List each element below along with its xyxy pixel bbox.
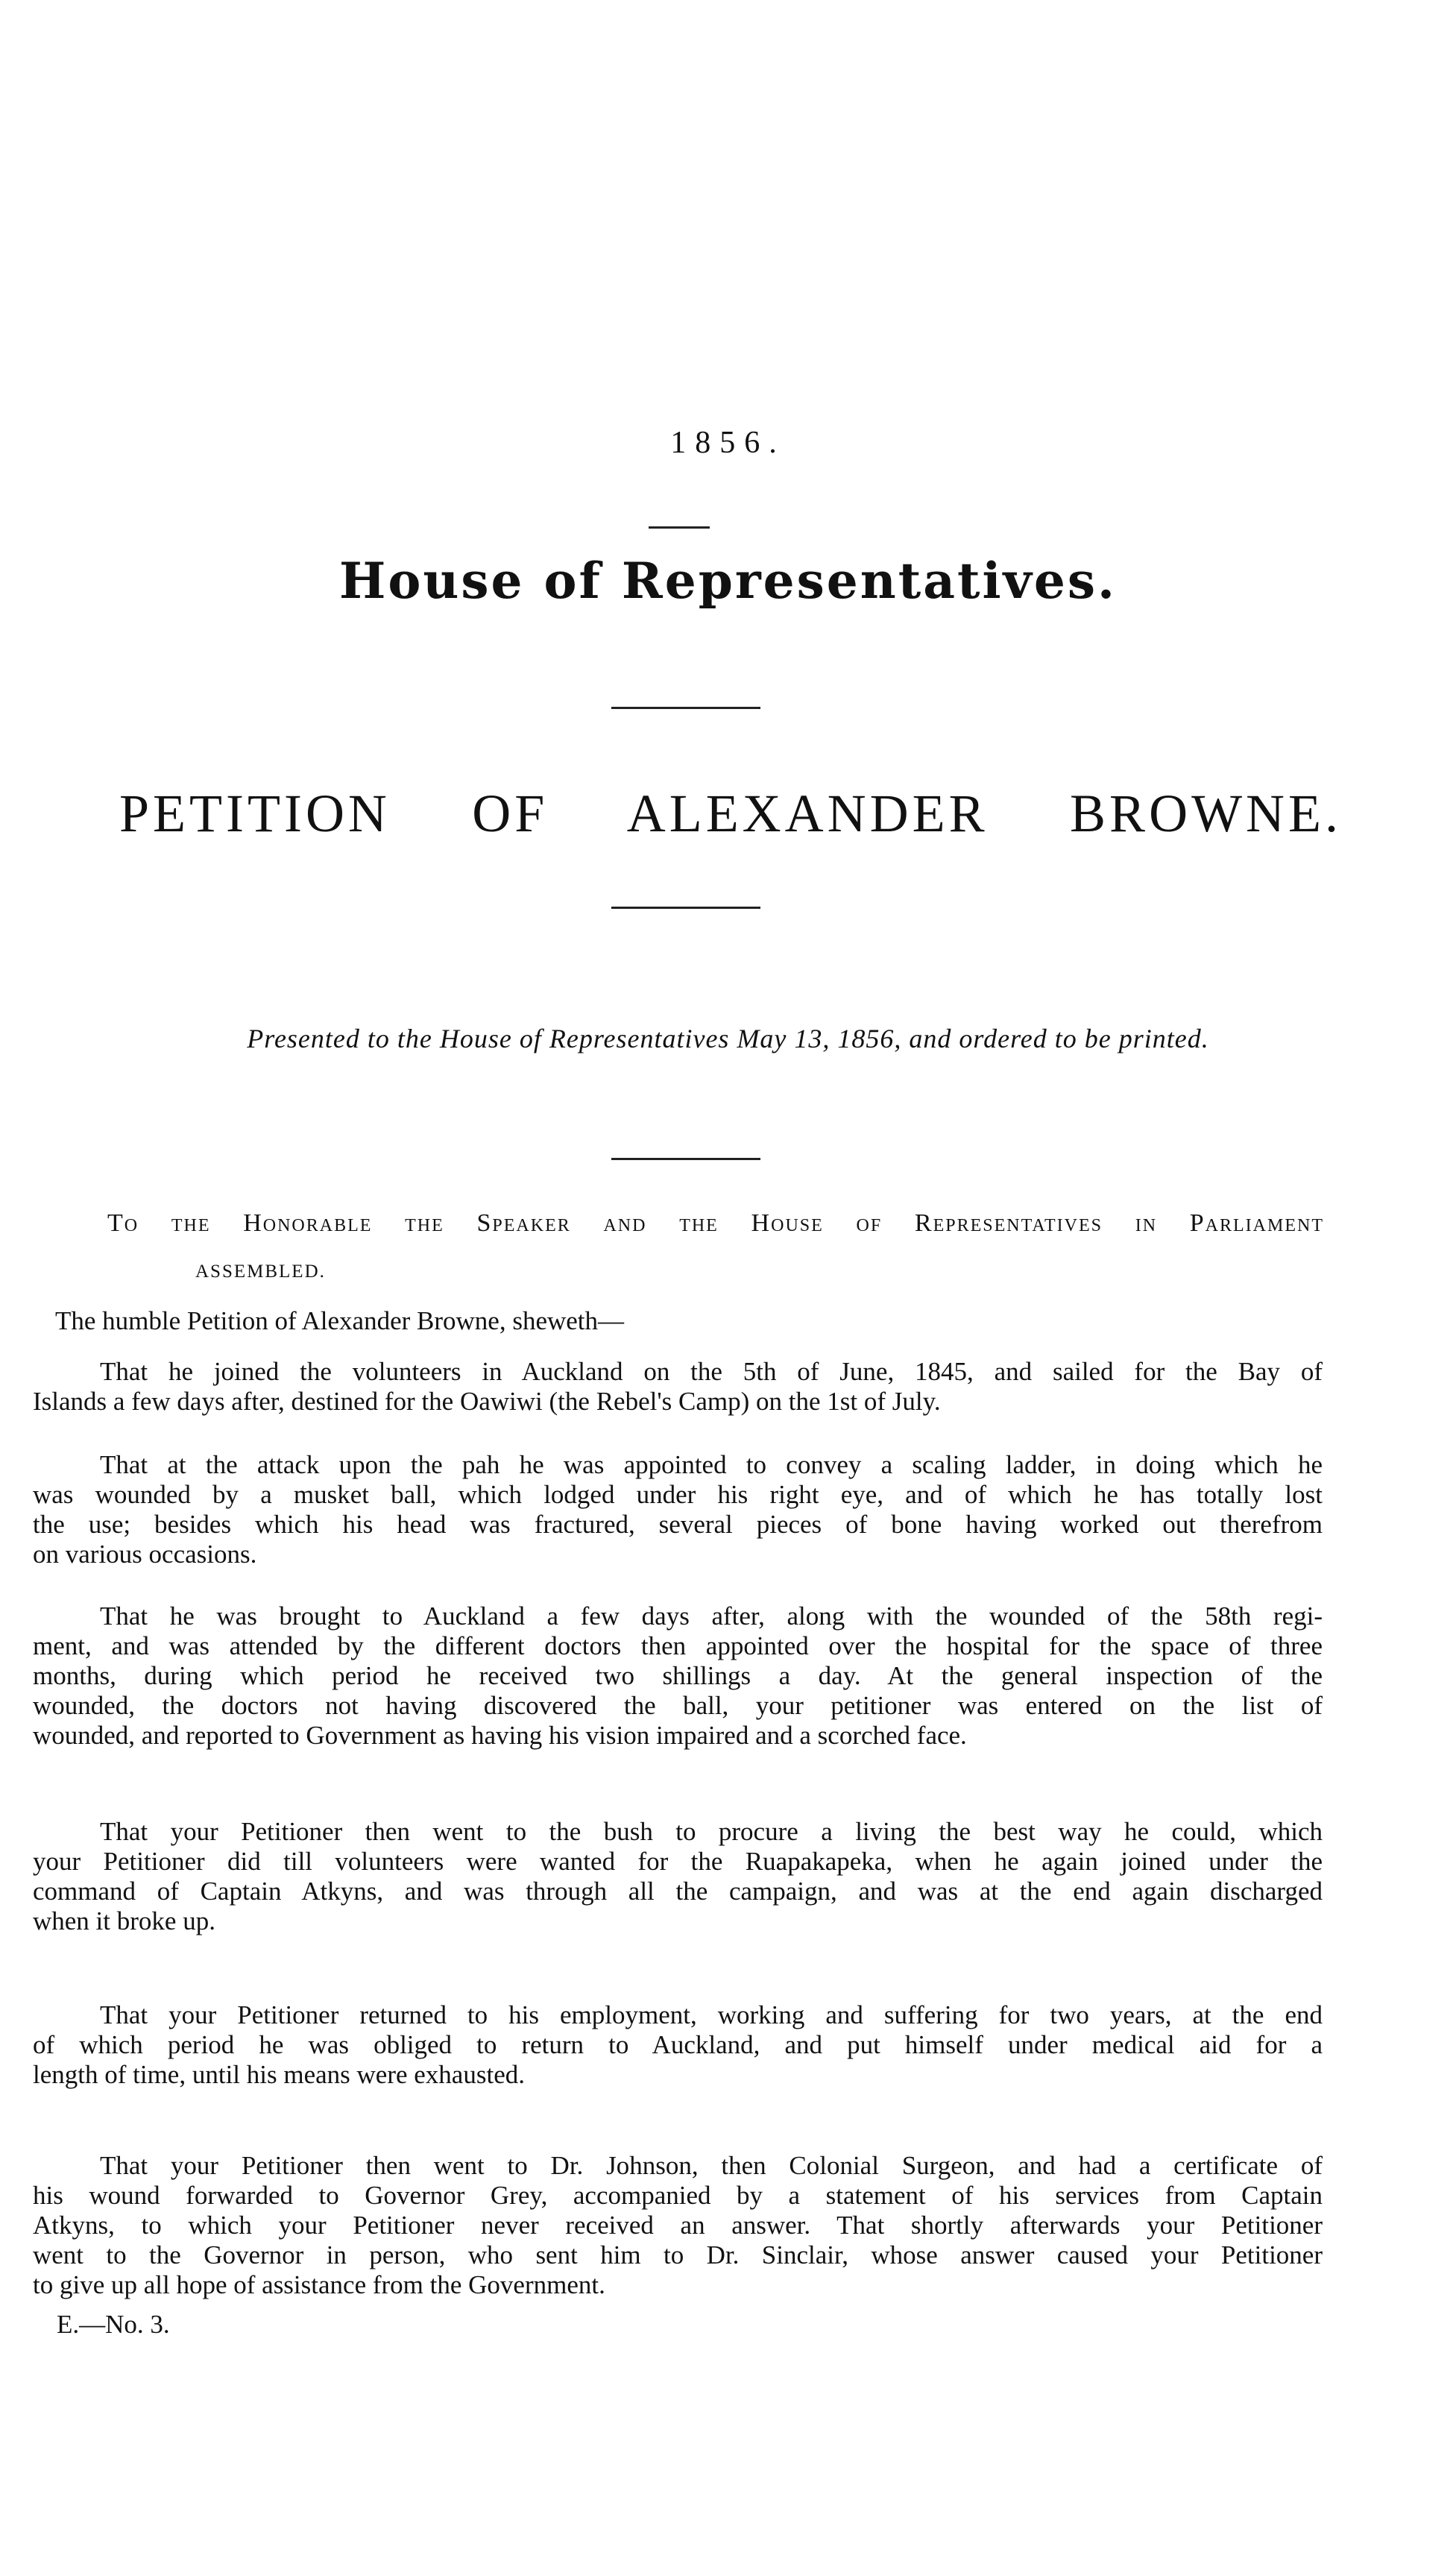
paragraph-line: That he was brought to Auckland a few days after, along with the wounded of the 58th regi- (100, 1601, 1323, 1631)
paragraph-line: of which period he was obliged to return to Auckland, and put himself under medical aid for a (33, 2030, 1323, 2059)
paragraph-line: wounded, and reported to Government as having his vision impaired and a scorched face. (33, 1721, 967, 1750)
paragraph-line: Islands a few days after, destined for the Oawiwi (the Rebel's Camp) on the 1st of July. (33, 1387, 941, 1416)
house-heading: House of Representatives. (338, 552, 1118, 610)
paragraph-line: the use; besides which his head was fractured, several pieces of bone having worked out therefrom (33, 1510, 1323, 1539)
paragraph-1 (33, 1357, 1323, 1417)
paragraph-line: was wounded by a musket ball, which lodged under his right eye, and of which he has totally lost (33, 1480, 1323, 1509)
intro-text: The humble Petition of Alexander Browne, sheweth— (55, 1306, 625, 1335)
paragraph-line: That your Petitioner then went to Dr. Johnson, then Colonial Surgeon, and had a certificate of (100, 2151, 1323, 2180)
paragraph-2 (33, 1450, 1323, 1569)
paragraph-line: Atkyns, to which your Petitioner never received an answer. That shortly afterwards your Petitioner (33, 2211, 1323, 2240)
paragraph-line: That he joined the volunteers in Auckland on the 5th of June, 1845, and sailed for the Bay of (100, 1357, 1323, 1386)
address-line: To the Honorable the Speaker and the House of Representatives in Parliament (107, 1209, 1324, 1237)
paragraph-5 (33, 2000, 1323, 2090)
paragraph-3 (33, 1601, 1323, 1751)
paragraph-line: That your Petitioner then went to the bush to procure a living the best way he could, which (100, 1817, 1323, 1846)
paragraph-line: ment, and was attended by the different doctors then appointed over the hospital for the space of three (33, 1631, 1323, 1660)
paragraph-line: his wound forwarded to Governor Grey, accompanied by a statement of his services from Captain (33, 2181, 1323, 2210)
paragraph-line: wounded, the doctors not having discovered the ball, your petitioner was entered on the list of (33, 1691, 1323, 1720)
presented-note: Presented to the House of Representatives May 13, 1856, and ordered to be printed. (247, 1024, 1209, 1053)
paragraph-line: command of Captain Atkyns, and was through all the campaign, and was at the end again discharged (33, 1877, 1323, 1906)
paragraph-line: months, during which period he received two shillings a day. At the general inspection of the (33, 1661, 1323, 1690)
paragraph-line: length of time, until his means were exhausted. (33, 2060, 525, 2089)
paragraph-line: went to the Governor in person, who sent him to Dr. Sinclair, whose answer caused your Petitioner (33, 2240, 1323, 2270)
document-title: PETITION OF ALEXANDER BROWNE. (119, 784, 1342, 843)
address-continuation: ASSEMBLED. (195, 1261, 326, 1282)
paragraph-line: That your Petitioner returned to his employment, working and suffering for two years, at the end (100, 2000, 1323, 2029)
year: 1856. (670, 426, 786, 460)
paragraph-line: your Petitioner did till volunteers were wanted for the Ruapakapeka, when he again joined under the (33, 1847, 1323, 1876)
paragraph-line: on various occasions. (33, 1540, 257, 1569)
divider (611, 1158, 760, 1160)
paragraph-4 (33, 1817, 1323, 1936)
divider (649, 526, 710, 529)
paragraph-line: That at the attack upon the pah he was appointed to convey a scaling ladder, in doing which he (100, 1450, 1323, 1479)
intro (33, 1306, 1323, 1336)
paragraph-line: to give up all hope of assistance from the Government. (33, 2270, 605, 2299)
paragraph-6 (33, 2151, 1323, 2300)
divider (611, 707, 760, 709)
paragraph-line: when it broke up. (33, 1906, 215, 1935)
document-reference: E.—No. 3. (57, 2310, 170, 2339)
divider (611, 907, 760, 909)
